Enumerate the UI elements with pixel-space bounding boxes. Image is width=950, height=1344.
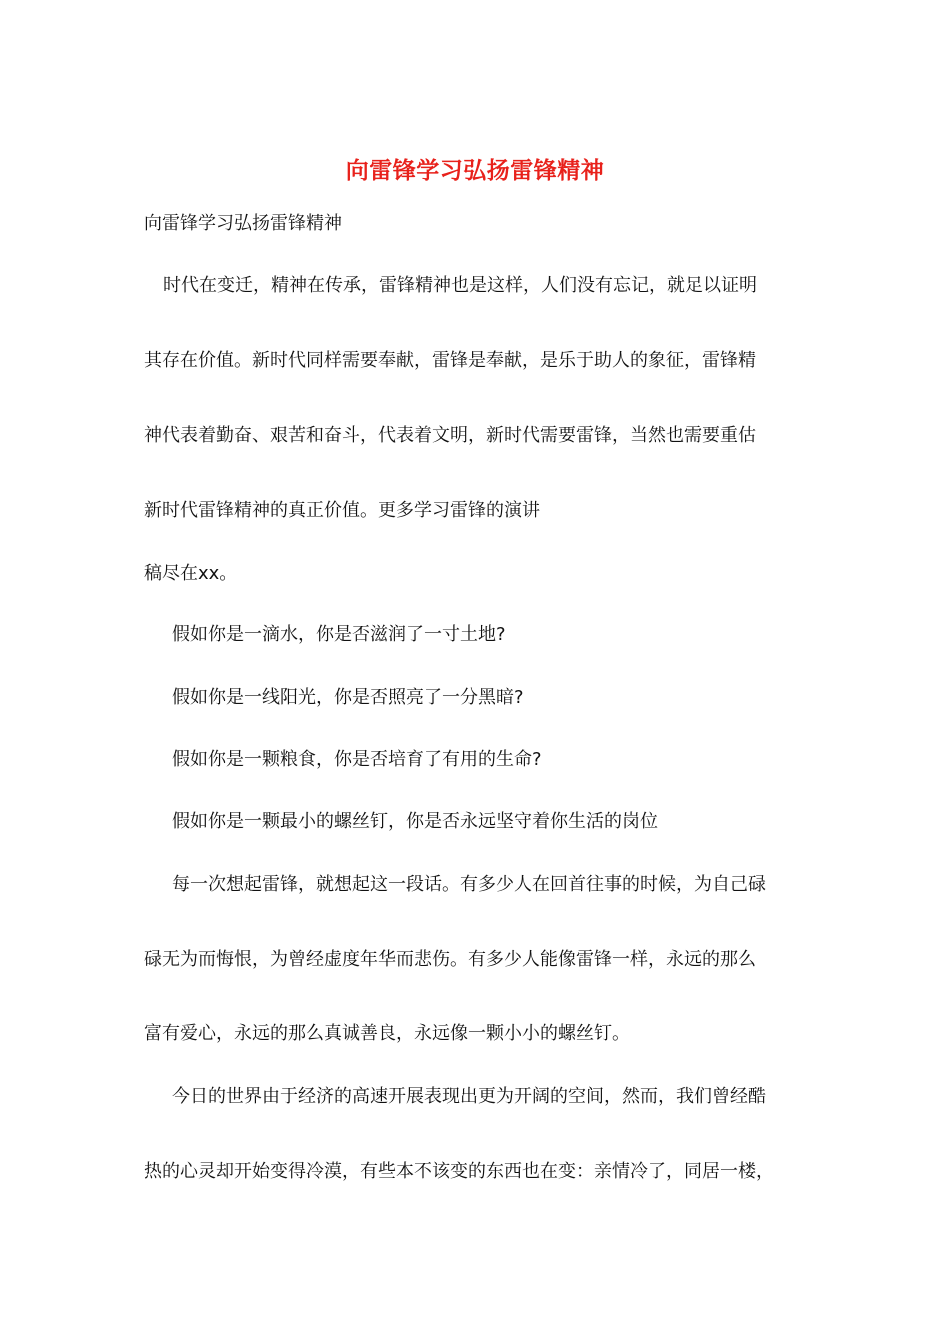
paragraph-line: 富有爱心，永远的那么真诚善良，永远像一颗小小的螺丝钉。 <box>144 1023 630 1044</box>
paragraph-line: 碌无为而悔恨，为曾经虚度年华而悲伤。有多少人能像雷锋一样，永远的那么 <box>144 949 756 970</box>
poem-line: 假如你是一线阳光，你是否照亮了一分黑暗? <box>172 687 524 708</box>
poem-line: 假如你是一滴水，你是否滋润了一寸土地? <box>172 624 506 645</box>
paragraph-line: 今日的世界由于经济的高速开展表现出更为开阔的空间，然而，我们曾经酷 <box>172 1086 766 1107</box>
document-title: 向雷锋学习弘扬雷锋精神 <box>345 158 605 184</box>
poem-line: 假如你是一颗粮食，你是否培育了有用的生命? <box>172 749 542 770</box>
paragraph-line: 神代表着勤奋、艰苦和奋斗，代表着文明，新时代需要雷锋，当然也需要重估 <box>144 425 756 446</box>
poem-line: 假如你是一颗最小的螺丝钉，你是否永远坚守着你生活的岗位 <box>172 811 658 832</box>
paragraph-line: 新时代雷锋精神的真正价值。更多学习雷锋的演讲 <box>144 500 540 521</box>
paragraph-line: 每一次想起雷锋，就想起这一段话。有多少人在回首往事的时候，为自己碌 <box>172 874 766 895</box>
paragraph-line: 其存在价值。新时代同样需要奉献，雷锋是奉献，是乐于助人的象征，雷锋精 <box>144 350 756 371</box>
paragraph-line: 稿尽在xx。 <box>144 563 238 584</box>
paragraph-line: 时代在变迁，精神在传承，雷锋精神也是这样，人们没有忘记，就足以证明 <box>163 275 757 296</box>
subtitle-line: 向雷锋学习弘扬雷锋精神 <box>144 213 342 234</box>
paragraph-line: 热的心灵却开始变得冷漠，有些本不该变的东西也在变：亲情冷了，同居一楼， <box>144 1161 774 1182</box>
